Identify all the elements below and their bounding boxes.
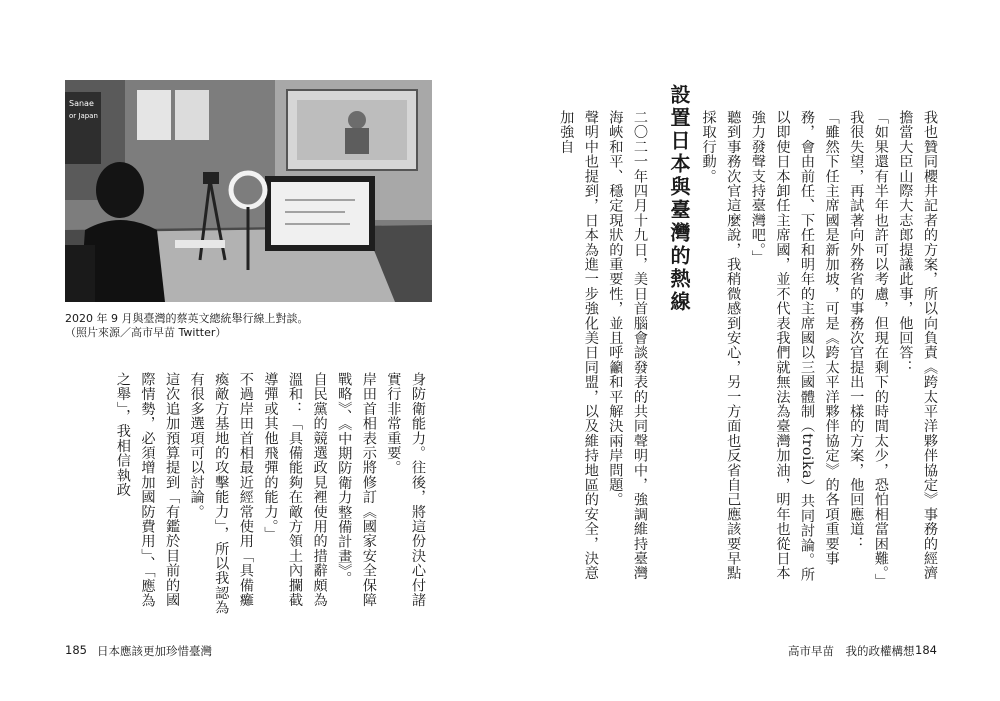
right-page xyxy=(500,0,1000,701)
poster-text-2: or Japan xyxy=(69,112,98,120)
photo-video-call xyxy=(65,80,432,302)
right-text-block-1 xyxy=(700,110,942,590)
photo-caption-line2: （照片來源／高市早苗 Twitter） xyxy=(65,326,227,339)
paragraph: 身防衛能力。往後，將這份決心付諸實行非常重要。 xyxy=(385,372,426,608)
section-heading: 設置日本與臺灣的熱線 xyxy=(667,84,691,314)
paragraph: 岸田首相表示將修訂《國家安全保障戰略》、《中期防衛力整備計畫》。 xyxy=(336,372,377,608)
paragraph: 「雖然下任主席國是新加坡，可是《跨太平洋夥伴協定》的各項重要事務，會由前任、下任和明年的主席國以三國體制（troika）共同討論。所以即使日本卸任主席國，並不代表我們就無法為臺灣加油，明年也從日本強力發聲支持臺灣吧。」 xyxy=(749,110,840,582)
left-text-block xyxy=(68,372,430,620)
running-footer-title: 高市早苗 我的政權構想 xyxy=(788,644,915,658)
paragraph: 「如果還有半年也許可以考慮，但現在剩下的時間太少，恐怕相當困難。」 xyxy=(872,110,889,588)
photo-caption-line1: 2020 年 9 月與臺灣的蔡英文總統舉行線上對談。 xyxy=(65,312,309,325)
poster-text-1: Sanae xyxy=(69,99,94,108)
paragraph: 聲明中也提到，日本為進一步強化美日同盟，以及維持地區的安全，決意加強自 xyxy=(558,110,599,581)
page-number: 185 xyxy=(65,643,87,657)
paragraph: 聽到事務次官這麼說，我稍微感到安心，另一方面也反省自己應該要早點採取行動。 xyxy=(700,110,742,581)
page-number: 184 xyxy=(915,643,937,657)
paragraph: 不過岸田首相最近經常使用「具備癱瘓敵方基地的攻擊能力」，所以我認為有很多選項可以討論。 xyxy=(188,372,254,615)
running-footer-title: 日本應該更加珍惜臺灣 xyxy=(97,644,212,658)
paragraph: 我也贊同櫻井記者的方案，所以向負責《跨太平洋夥伴協定》事務的經濟擔當大臣山際大志郎提議此事，他回答： xyxy=(897,110,938,581)
paragraph: 二〇二一年四月十九日，美日首腦會談發表的共同聲明中，強調維持臺灣海峽和平、穩定現狀的重要性，並且呼籲和平解決兩岸問題。 xyxy=(607,110,648,581)
paragraph: 我很失望，再試著向外務省的事務次官提出一樣的方案，他回應道： xyxy=(848,110,865,551)
right-text-block-2 xyxy=(552,110,652,590)
paragraph: 這次追加預算提到「有鑑於目前的國際情勢，必須增加國防費用」、「應為之舉」，我相信執政 xyxy=(114,372,181,608)
photo-image xyxy=(65,80,432,302)
paragraph: 自民黨的競選政見裡使用的措辭頗為溫和：「具備能夠在敵方領土內攔截導彈或其他飛彈的能力。」 xyxy=(262,372,328,608)
